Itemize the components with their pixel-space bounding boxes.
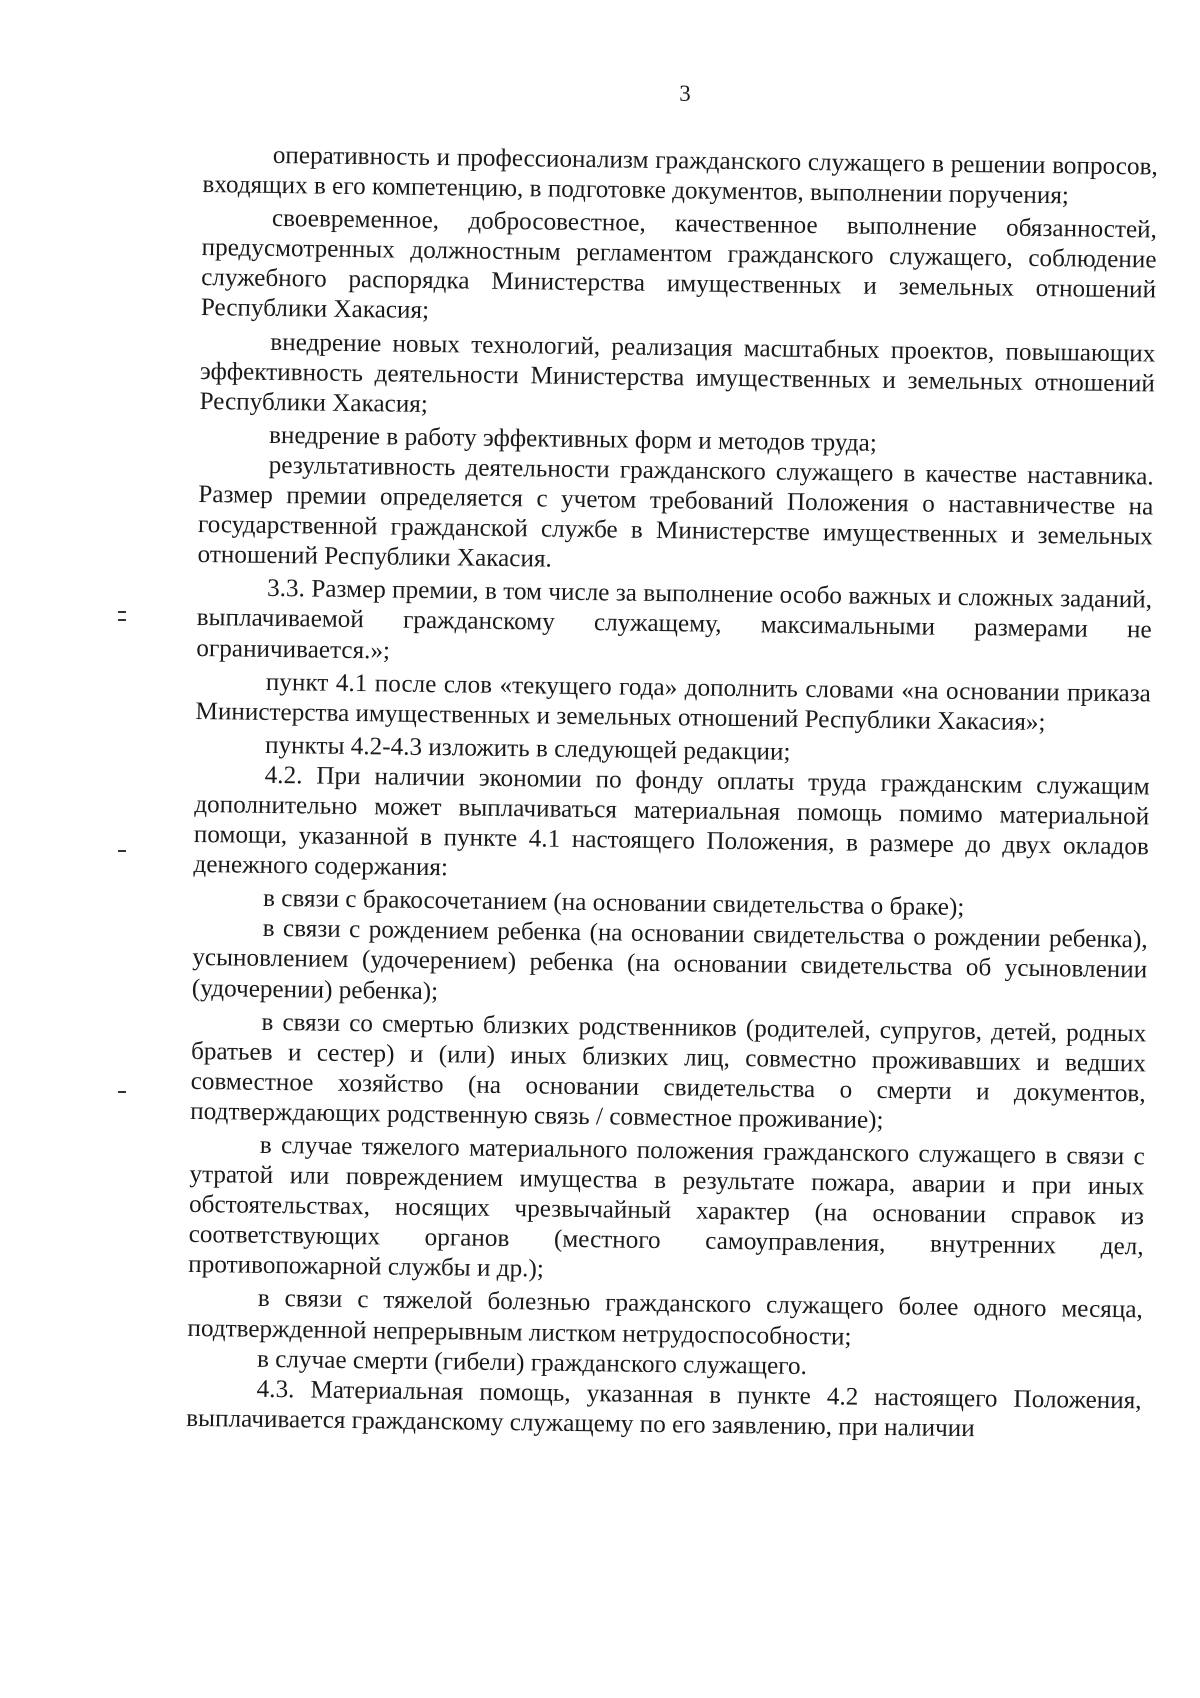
paragraph: в случае смерти (гибели) гражданского служащего. bbox=[256, 1345, 808, 1380]
margin-mark bbox=[118, 850, 126, 852]
paragraph: своевременное, добросовестное, качественное выполнение обязанностей, предусмотренных должностным регламентом гражданского служащего, соблюдение служебного распорядка Министерства имущественных и земельных отношений Республики Хакасия; bbox=[200, 205, 1158, 325]
paragraph: в связи с тяжелой болезнью гражданского служащего более одного месяца, подтвержденной непрерывным листком нетрудоспособности; bbox=[187, 1285, 1143, 1351]
paragraph: оперативность и профессионализм гражданского служащего в решении вопросов, входящих в его компетенцию, в подготовке документов, выполнении поручения; bbox=[202, 141, 1158, 210]
margin-mark bbox=[118, 1091, 126, 1093]
paragraph: внедрение в работу эффективных форм и методов труда; bbox=[268, 421, 878, 457]
document-body bbox=[186, 140, 1158, 1449]
paragraph: пункт 4.1 после слов «текущего года» дополнить словами «на основании приказа Министерства имущественных и земельных отношений Республики Хакасия»; bbox=[195, 668, 1152, 736]
paragraph: в связи с рождением ребенка (на основании свидетельства о рождении ребенка), усыновлением (удочерением) ребенка (на основании свидетельства об усыновлении (удочерении) ребенка); bbox=[191, 915, 1148, 1005]
paragraph: 3.3. Размер премии, в том числе за выполнение особо важных и сложных заданий, выплачиваемой гражданскому служащему, максимальными размерами не ограничивается.»; bbox=[196, 575, 1153, 664]
paragraph: 4.3. Материальная помощь, указанная в пункте 4.2 настоящего Положения, выплачивается гражданскому служащему по его заявлению, при наличии bbox=[186, 1375, 1142, 1443]
page-number: 3 bbox=[679, 81, 691, 106]
paragraph: внедрение новых технологий, реализация масштабных проектов, повышающих эффективность деятельности Министерства имущественных и земельных отношений Республики Хакасия; bbox=[199, 328, 1156, 418]
margin-mark bbox=[118, 619, 126, 621]
paragraph: результативность деятельности гражданского служащего в качестве наставника. Размер премии определяется с учетом требований Положения о наставничестве на государственной гражданской службе в Министерстве имущественных и земельных отношений Республики Хакасия. bbox=[197, 451, 1154, 573]
margin-mark bbox=[118, 611, 126, 613]
paragraph: в связи с бракосочетанием (на основании свидетельства о браке); bbox=[262, 885, 965, 922]
paragraph: в связи со смертью близких родственников (родителей, супругов, детей, родных братьев и сестер) и (или) иных близких лиц, совместно проживавших и ведших совместное хозяйство (на основании свидетельства о смерти и документов, подтверждающих родственную связь / совместное проживание); bbox=[190, 1008, 1147, 1134]
paragraph: в случае тяжелого материального положения гражданского служащего в связи с утратой или повреждением имущества в результате пожара, аварии и при иных обстоятельствах, носящих чрезвычайный характер (на основании справок из соответствующих органов (местного самоуправления, внутренних дел, противопожарной службы и др.); bbox=[188, 1131, 1145, 1283]
paragraph: пункты 4.2-4.3 изложить в следующей редакции; bbox=[264, 731, 791, 766]
paragraph: 4.2. При наличии экономии по фонду оплаты труда гражданским служащим дополнительно может выплачиваться материальная помощь помимо материальной помощи, указанной в пункте 4.1 настоящего Положения, в размере до двух окладов денежного содержания: bbox=[193, 761, 1150, 882]
